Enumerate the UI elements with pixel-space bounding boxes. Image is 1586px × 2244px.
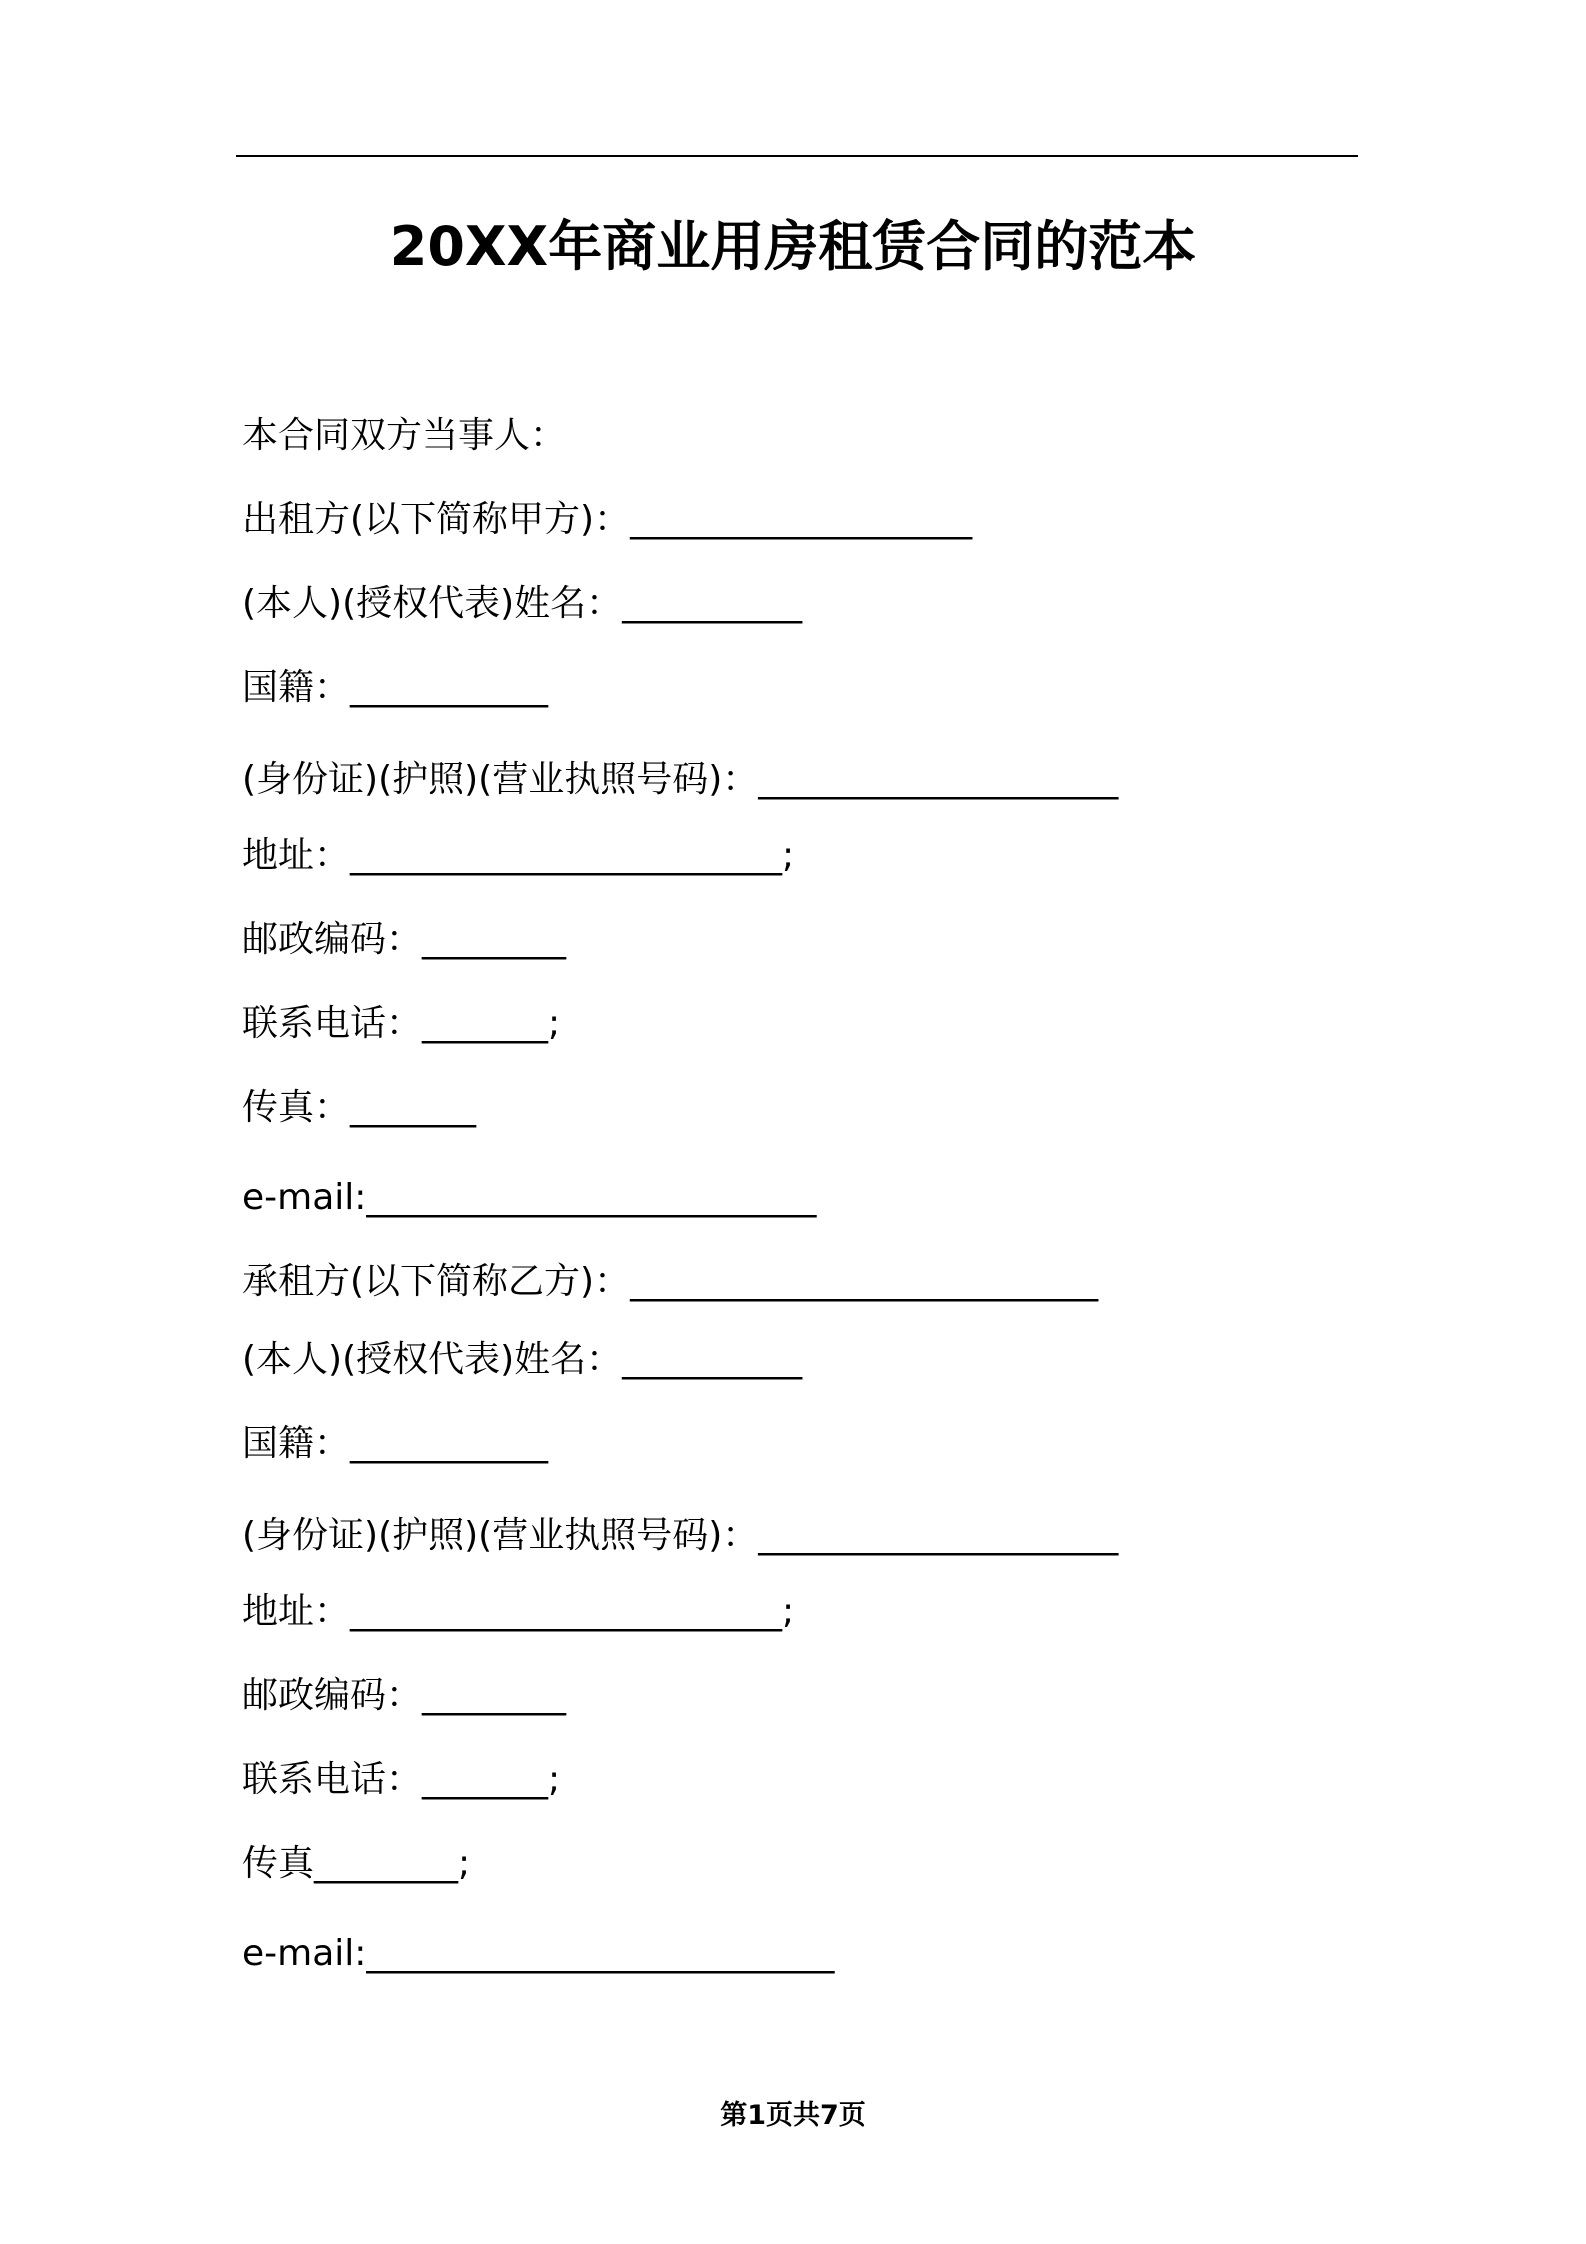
lessee-postcode-line: 邮政编码：________: [242, 1675, 567, 1716]
lessee-address-line: 地址：________________________;: [242, 1591, 795, 1632]
lessee-name-line: (本人)(授权代表)姓名：__________: [242, 1339, 803, 1380]
lessee-nationality-line: 国籍：___________: [242, 1423, 549, 1464]
lessee-email-line: e-mail:__________________________: [242, 1933, 835, 1974]
lessor-line: 出租方(以下简称甲方)：___________________: [242, 499, 973, 540]
lessee-fax-line: 传真________;: [242, 1843, 471, 1884]
lessor-nationality-line: 国籍：___________: [242, 667, 549, 708]
page-number-footer: 第1页共7页: [720, 2100, 866, 2131]
lessor-email-line: e-mail:_________________________: [242, 1177, 817, 1218]
document-title: 20XX年商业用房租赁合同的范本: [389, 215, 1197, 278]
lessor-postcode-line: 邮政编码：________: [242, 919, 567, 960]
lessor-fax-line: 传真：_______: [242, 1087, 477, 1128]
lessor-address-line: 地址：________________________;: [242, 835, 795, 876]
header-rule: [236, 155, 1358, 157]
lessee-phone-line: 联系电话：_______;: [242, 1759, 561, 1800]
lessee-line: 承租方(以下简称乙方)：__________________________: [242, 1261, 1099, 1302]
lessor-name-line: (本人)(授权代表)姓名：__________: [242, 583, 803, 624]
lessee-id-line: (身份证)(护照)(营业执照号码)：____________________: [242, 1515, 1119, 1556]
parties-heading: 本合同双方当事人：: [242, 415, 567, 456]
lessor-phone-line: 联系电话：_______;: [242, 1003, 561, 1044]
lessor-id-line: (身份证)(护照)(营业执照号码)：____________________: [242, 759, 1119, 800]
